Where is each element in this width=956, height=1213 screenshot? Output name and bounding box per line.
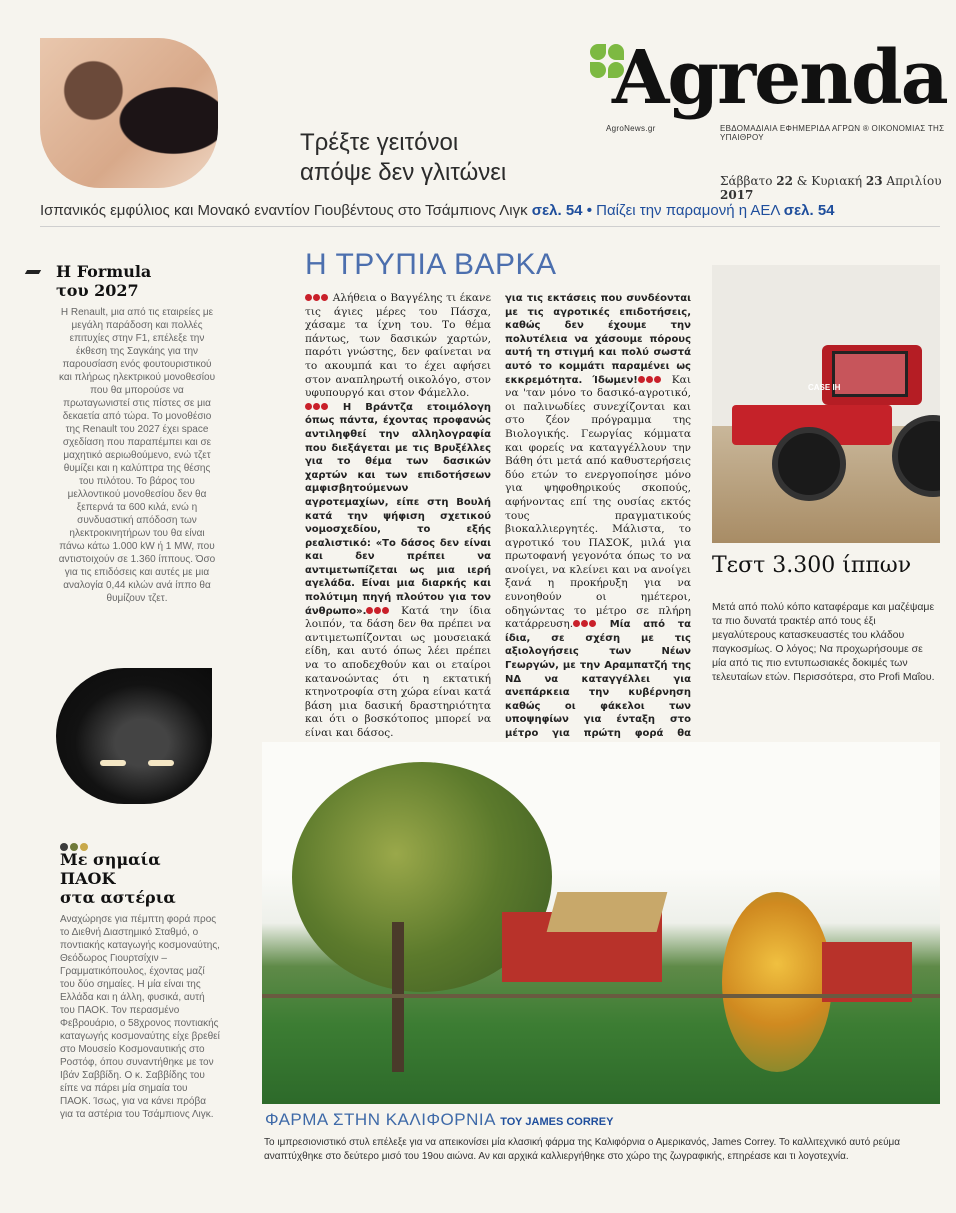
painting-title: ΦΑΡΜΑ ΣΤΗΝ ΚΑΛΙΦΟΡΝΙΑ ΤΟΥ JAMES CORREY (265, 1110, 614, 1129)
red-dot-bullet-icon (305, 294, 312, 301)
issue-date: Σάββατο 22 & Κυριακή 23 Απριλίου 2017 (720, 174, 942, 202)
article-headline: Η ΤΡΥΠΙΑ ΒΑΡΚΑ (305, 248, 557, 281)
tagline (300, 128, 560, 188)
paok-title: Με σημαία ΠΑΟΚ στα αστέρια (60, 850, 176, 907)
tagline-line1: Τρέξτε γειτόνοι (300, 129, 459, 156)
masthead-subtitle: ΕΒΔΟΜΑΔΙΑΙΑ ΕΦΗΜΕΡΙΔΑ ΑΓΡΩΝ ® ΟΙΚΟΝΟΜΙΑΣ ΤΗΣ ΥΠΑΙΘΡΟΥ (720, 124, 945, 142)
formula-story (38, 262, 218, 605)
paok-body: Αναχώρησε για πέμπτη φορά προς το Διεθνή Διαστημικό Σταθμό, ο ποντιακής καταγωγής κοσμοναύτης, Θεόδωρος Γιουρτσίχιν – Γραμματικόπουλος, έχοντας μαζί του δύο σημαίες. Η μία είναι της Ελλάδα και η άλλη, φυσικά, αυτή του ΠΑΟΚ. Τον περασμένο Φεβρουάριο, ο 58χρονος ποντιακής καταγωγής κοσμοναύτης είχε βρεθεί στο Μουσείο Κοσμοναυτικής στο Ροστόφ, όπου συναντήθηκε με τον Ιβάν Σαββίδη. Ο κ. Σαββίδης του είπε να πάρει μία σημαία του ΠΑΟΚ. Ίσως, για να κάνει πρόβα για τα αστέρια του Τσάμπιονς Λιγκ. (60, 914, 220, 1120)
formula-body: Η Renault, μια από τις εταιρείες με μεγάλη παράδοση και πολλές επιτυχίες στην F1, επέλεξε την έκθεση της Σαγκάης για την παρουσίαση ενός φουτουριστικού και πλήρως ηλεκτρικού μονοθεσίου που θα μπορούσε να πρωταγωνιστεί στις πίστες σε μια δεκαετία από τώρα. Το μονοθέσιο της Renault του 2027 έχει space σχεδίαση που παραπέμπει και σε μαχητικό αεριωθούμενο, ενώ τζετ θυμίζει και η καλύπτρα της θέσης του πιλότου. Το βάρος του μελλοντικού μονοθεσίου δεν θα ξεπερνά τα 600 κιλά, ενώ η συνδυαστική απόδοση των ηλεκτροκινητήρων του θα είναι πάνω κάτω 1.000 kW ή 1 MW, που αντιστοιχούν σε 1.360 ίππους. Όσο για τις επιδόσεις και αυτές με μια αναλογία 0,44 κιλών ανά ίππο θα θυμίζουν τζετ. (58, 307, 216, 604)
tagline-line2: απόψε δεν γλιτώνει (300, 159, 507, 186)
f1-car-photo (56, 668, 212, 804)
tractor-title: Τεστ 3.300 ίππων (712, 553, 912, 578)
sports-ticker: Ισπανικός εμφύλιος και Μονακό εναντίον Γιουβέντους στο Τσάμπιονς Λιγκ σελ. 54 • Παίζει την παραμονή η ΑΕΛ σελ. 54 (40, 202, 835, 219)
painting-image (262, 742, 940, 1104)
header-divider (40, 226, 940, 227)
tractor-photo: CASE IH (712, 265, 940, 543)
masthead-site: AgroNews.gr (606, 124, 656, 133)
paok-story (60, 850, 220, 1121)
painting-caption: Το ιμπρεσιονιστικό στυλ επέλεξε για να απεικονίσει μία κλασική φάρμα της Καλιφόρνια ο Αμερικανός, James Correy. Το καλλιτεχνικό αυτό ρεύμα αναπτύχθηκε στο δεύτερο μισό του 19ου αιώνα. Αν και αρχικά καλλιεργήθηκε στο χώρο της ζωγραφικής, επηρέασε και τι λογοτεχνία. (264, 1137, 901, 1162)
hero-photo (40, 38, 218, 188)
ticker-page1[interactable]: σελ. 54 (531, 202, 583, 219)
painting-author: ΤΟΥ JAMES CORREY (500, 1116, 614, 1128)
masthead-logo: Agrenda (612, 35, 947, 121)
article-column-2: για τις εκτάσεις που συνδέονται με τις αγροτικές επιδοτήσεις, καθώς δεν έχουμε την πολυτέλεια να χάσουμε πόρους αυτή τη στιγμή και πολύ σωστά αυτό το κομμάτι παραμένει ως εκκρεμότητα. Ίδωμεν! Και να 'ταν μόνο το δασικό-αγροτικό, οι παλινωδίες συνεχίζονται και στο ζέον πρόγραμμα της Βιολογικής. Γεωργίας κόμματα και φορείς να καταγγέλλουν την Βάθη ότι μετά από καθυστερήσεις δύο ετών το ενεργοποίησε μόνο για ψηφοθηρικούς σκοπούς, αφήνοντας επί της ουσίας εκτός τους πραγματικούς βιοκαλλιεργητές. Μάλιστα, το αγροτικό του ΠΑΣΟΚ, μιλά για πρωτοφανή γεγονότα όπως το να ανοίγει, να κλείνει και να ανοίγει ξανά η προκήρυξη για να ευνοηθούν οι ημέτεροι, οδηγώντας το μέτρο σε πλήρη κατάρρευση. Μία από τα ίδια, σε σχέση με τις αξιολογήσεις των Νέων Γεωργών, με την Αραμπατζή της ΝΔ να καταγγέλλει για ανεπάρκεια την κυβέρνηση καθώς οι φάκελοι των υποψηφίων για ένταξη στο μέτρο για πρώτη φορά θα (505, 292, 691, 823)
formula-title: Η Formula του 2027 (56, 262, 152, 300)
ticker-page2[interactable]: σελ. 54 (783, 202, 835, 219)
tractor-body: Μετά από πολύ κόπο καταφέραμε και μαζέψαμε τα πιο δυνατά τρακτέρ από τους έξι μεγαλύτερους κατασκευαστές του κλάδου παγκοσμίως. Ο λόγος; Να προχωρήσουμε σε μία από τις πιο εντυπωσιακές δοκιμές των τελευταίων ετών. Περισσότερα, στο Profi Μαΐου. (712, 601, 935, 683)
article-column-1: Αλήθεια ο Βαγγέλης τι έκανε τις άγιες μέρες του Πάσχα, χάσαμε τα ίχνη του. Το θέμα πάντως, των δασικών χαρτών, παρότι γνώστης, δεν φαίνεται να το ακουμπά και το έχει αφήσει στον αναπληρωτή οικολόγο, στον υφυπουργό και στον Φάμελλο. Η Βράντζα ετοιμόλογη όπως πάντα, έχοντας προφανώς αντιληφθεί την αλληλογραφία που διεξάγεται με τις Βρυξέλλες για το θέμα των δασικών χαρτών και των επιδοτήσεων αμφισβητούμενων αγροτεμαχίων, είπε στη Βουλή κατά την ψήφιση σχετικού νομοσχεδίου, το εξής ρεαλιστικό: «Το δάσος δεν είναι και δεν πρέπει να αντιμετωπίζεται ως μια ιερή αγελάδα. Είναι μια διαρκής και πολύτιμη πηγή πλούτου για τον άνθρωπο». Κατά την ίδια λοιπόν, τα δάση δεν θα πρέπει να αντιμετωπίζονται ως μουσειακά είδη, και αυτό όπως λέει πρέπει να το αποδεχθούν και οι εταίροι κατανοώντας ότι η εκτατική κτηνοτροφία στη χώρα είναι κατά βάση μια δασική δραστηριότητα και ότι ο βοσκότοπος μπορεί να είναι και δάσος. (305, 292, 491, 795)
